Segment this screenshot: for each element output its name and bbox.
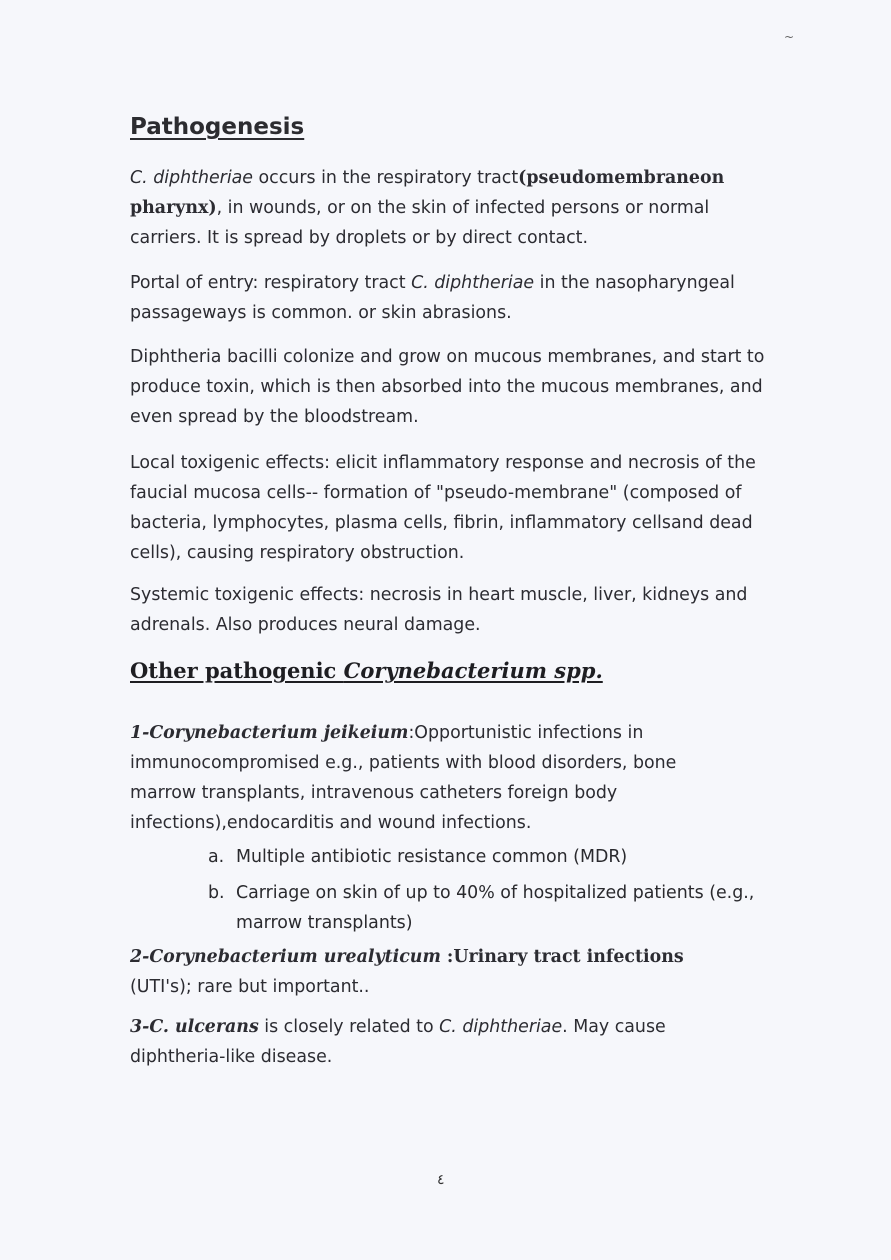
item-text: . May cause diphtheria-like disease.: [130, 1017, 666, 1067]
bold-span: (pseudomembraneon pharynx): [130, 168, 725, 218]
item-bold: :Urinary tract infections: [440, 947, 684, 967]
item-text: is closely related to: [258, 1017, 440, 1037]
item-ulcerans: [130, 1012, 670, 1072]
section-heading-other-pathogenic: [130, 658, 603, 683]
sublist: [208, 842, 808, 938]
paragraph-colonization: Diphtheria bacilli colonize and grow on mucous membranes, and start to produce toxin, which is then absorbed into the mucous membranes, and even spread by the bloodstream.: [130, 347, 765, 427]
item-text: (UTI's); rare but important..: [130, 977, 370, 997]
section-heading-pathogenesis: Pathogenesis: [130, 114, 305, 140]
paragraph-local-effects: Local toxigenic effects: elicit inflammatory response and necrosis of the faucial mucosa cells-- formation of "pseudo-membrane" (composed of bacteria, lymphocytes, plasma cells, fibrin, inflammatory cellsand dead cells), causing respiratory obstruction.: [130, 453, 756, 563]
text-span: , in wounds, or on the skin of infected persons or normal carriers. It is spread by droplets or by direct contact.: [130, 198, 710, 248]
paragraph-occurrence: [130, 163, 770, 253]
paragraph-portal-of-entry: [130, 268, 770, 328]
list-marker: a.: [208, 847, 225, 867]
paragraph-systemic-effects: Systemic toxigenic effects: necrosis in heart muscle, liver, kidneys and adrenals. Also produces neural damage.: [130, 585, 748, 635]
item-jeikeium: [130, 718, 690, 838]
list-item: [208, 878, 808, 938]
list-item-text: Carriage on skin of up to 40% of hospitalized patients (e.g., marrow transplants): [236, 883, 755, 933]
heading-text: Other pathogenic: [130, 658, 344, 683]
heading-italic: Corynebacterium spp.: [343, 658, 603, 683]
list-marker: b.: [208, 883, 225, 903]
organism-name: C. diphtheriae: [439, 1017, 563, 1037]
corner-mark: ~: [784, 30, 795, 44]
item-urealyticum: [130, 942, 690, 1002]
text-span: in the nasopharyngeal passageways is common. or skin abrasions.: [130, 273, 735, 323]
organism-name: C. diphtheriae: [130, 168, 254, 188]
item-title: 3-C. ulcerans: [130, 1017, 259, 1037]
item-title: 1-Corynebacterium jeikeium: [130, 723, 409, 743]
item-title: 2-Corynebacterium urealyticum: [130, 947, 441, 967]
organism-name: C. diphtheriae: [411, 273, 535, 293]
page-number: ٤: [437, 1172, 445, 1188]
list-item-text: Multiple antibiotic resistance common (MDR): [236, 847, 628, 867]
item-text: :Opportunistic infections in immunocompromised e.g., patients with blood disorders, bone marrow transplants, intravenous catheters foreign body infections),endocarditis and wound infections.: [130, 723, 677, 833]
text-span: occurs in the respiratory tract: [253, 168, 519, 188]
list-item: [208, 842, 808, 872]
text-span: Portal of entry: respiratory tract: [130, 273, 412, 293]
